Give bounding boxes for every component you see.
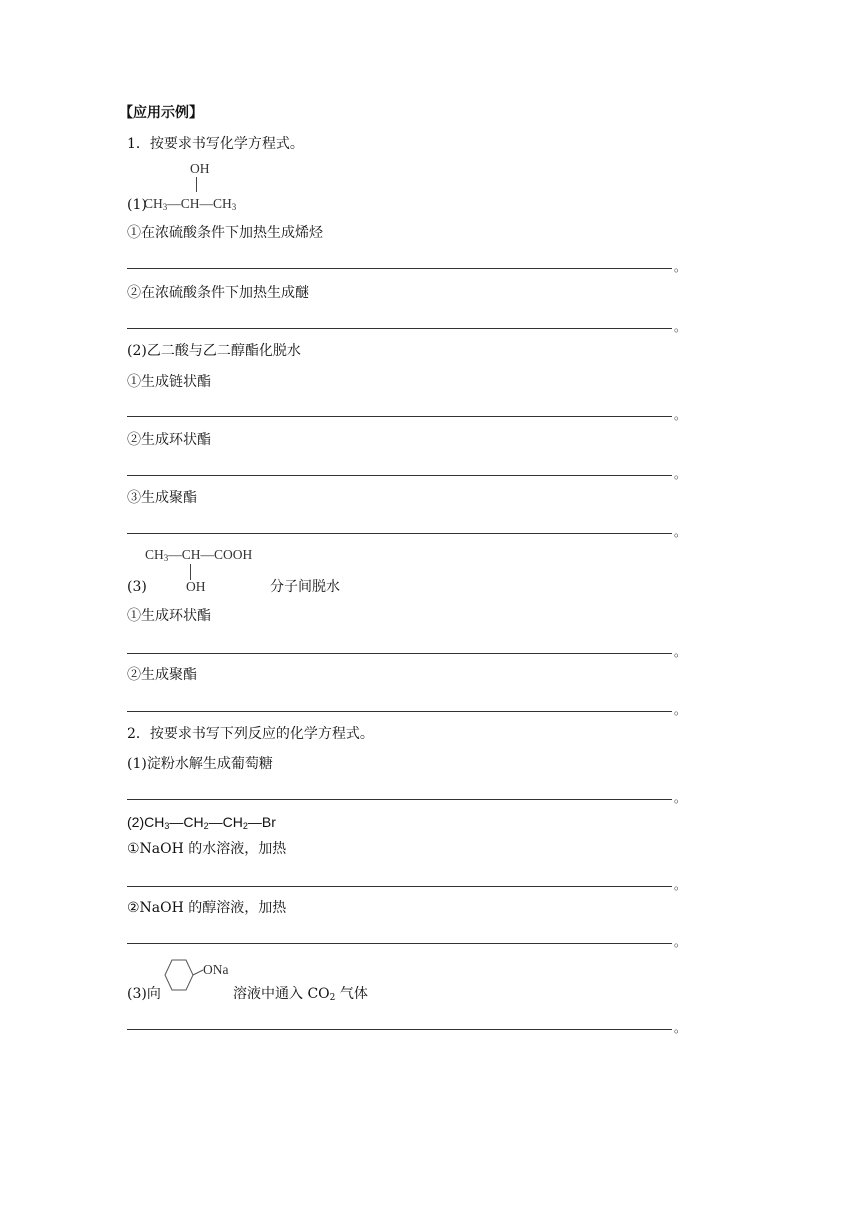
q1-p1-item-2: ②在浓硫酸条件下加热生成醚: [127, 285, 309, 301]
period-3: 。: [674, 408, 687, 422]
q1-part-3-suffix: 分子间脱水: [270, 579, 340, 595]
answer-line-9[interactable]: [127, 886, 672, 887]
period-9: 。: [674, 878, 687, 892]
answer-line-6[interactable]: [127, 653, 672, 654]
answer-line-3[interactable]: [127, 416, 672, 417]
answer-line-11[interactable]: [127, 1029, 672, 1030]
oh-group-top: OH: [190, 161, 210, 176]
answer-line-4[interactable]: [127, 475, 672, 476]
answer-line-10[interactable]: [127, 943, 672, 944]
period-7: 。: [674, 703, 687, 717]
q1-p2-item-2: ②生成环状酯: [127, 432, 211, 448]
q2-p2-item-2: ②NaOH 的醇溶液，加热: [127, 900, 287, 916]
period-2: 。: [674, 320, 687, 334]
answer-line-7[interactable]: [127, 711, 672, 712]
benzene-ring-icon: [158, 956, 204, 1002]
q2-part-3-label: (3)向: [127, 986, 161, 1002]
period-1: 。: [674, 260, 687, 274]
lactic-acid-formula: $CH_3—CH—COOH$: [145, 547, 253, 563]
answer-line-1[interactable]: [127, 268, 672, 269]
oh-group-bottom: OH: [186, 579, 206, 594]
period-4: 。: [674, 467, 687, 481]
vertical-bond: [196, 177, 197, 192]
period-10: 。: [674, 935, 687, 949]
period-6: 。: [674, 645, 687, 659]
q1-p2-item-3: ③生成聚酯: [127, 490, 197, 506]
q1-p2-item-1: ①生成链状酯: [127, 374, 211, 390]
question-2-stem: 2．按要求书写下列反应的化学方程式。: [127, 726, 374, 742]
q1-part-1-label: (1): [127, 197, 147, 213]
ona-substituent: ONa: [203, 962, 229, 977]
bromopropane-formula: $(2)CH_3—CH_2—CH_2—Br$: [127, 814, 276, 831]
q1-p3-item-1: ①生成环状酯: [127, 608, 211, 624]
question-1-stem: 1．按要求书写化学方程式。: [127, 136, 304, 152]
q1-part-2-label: (2)乙二酸与乙二醇酯化脱水: [127, 343, 301, 359]
period-11: 。: [674, 1021, 687, 1035]
vertical-bond: [190, 564, 191, 580]
q2-p2-item-1: ①NaOH 的水溶液，加热: [127, 841, 287, 857]
answer-line-8[interactable]: [127, 799, 672, 800]
q2-part-1-label: (1)淀粉水解生成葡萄糖: [127, 756, 273, 772]
answer-line-2[interactable]: [127, 328, 672, 329]
q1-p3-item-2: ②生成聚酯: [127, 667, 197, 683]
period-5: 。: [674, 525, 687, 539]
answer-line-5[interactable]: [127, 533, 672, 534]
period-8: 。: [674, 791, 687, 805]
section-title: 【应用示例】: [119, 105, 203, 121]
q2-part-3-suffix: 溶液中通入 $CO_2$ 气体: [233, 986, 368, 1003]
q1-p1-item-1: ①在浓硫酸条件下加热生成烯烃: [127, 225, 323, 241]
q1-part-3-label: (3): [127, 579, 147, 595]
isopropanol-formula: $CH_3—CH—CH_3$: [144, 196, 237, 212]
